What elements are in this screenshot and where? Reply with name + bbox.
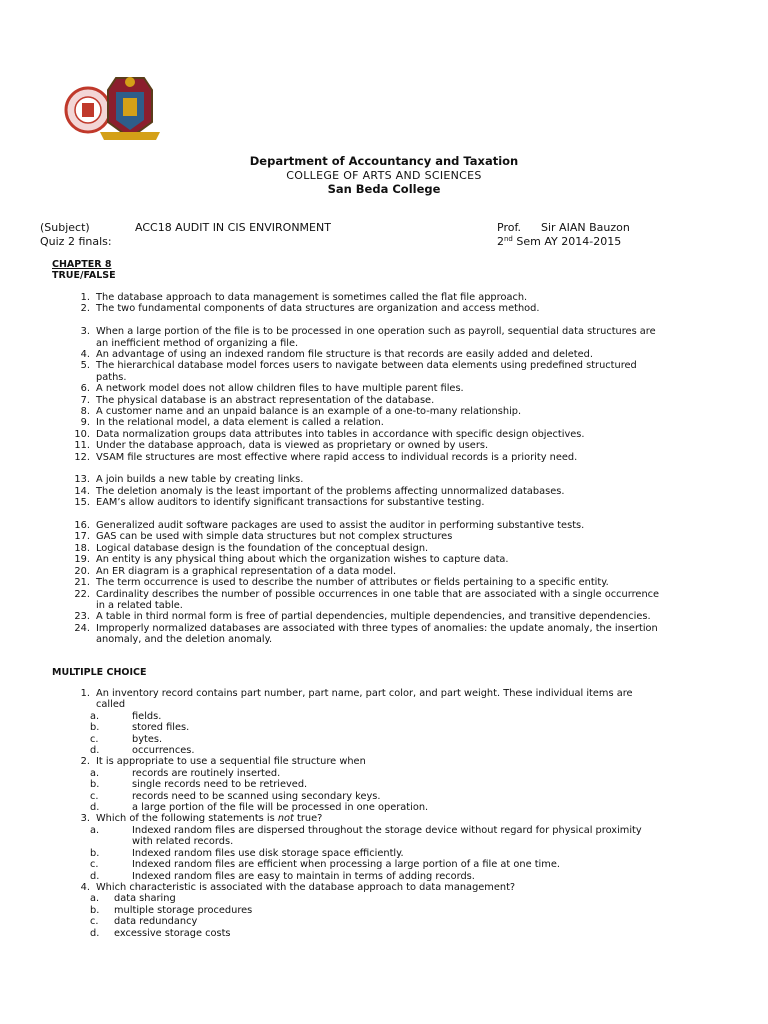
tf-item [56,520,662,531]
item-number: 3. [80,326,90,338]
spacer [56,509,662,520]
mc-question [56,688,662,711]
item-number: 11. [74,440,90,452]
tf-item [56,417,662,428]
choice-option [56,871,662,882]
college-logos [60,72,170,142]
item-text: When a large portion of the file is to be processed in one operation such as payroll, sequential data structures are an inefficient method of organizing a file. [96,326,656,349]
item-number: 1. [80,292,90,303]
item-text: A table in third normal form is free of partial dependencies, multiple dependencies, and transitive dependencies. [96,611,651,623]
item-text: Logical database design is the foundation of the conceptual design. [96,542,429,554]
tf-item [56,326,662,349]
item-text: An entity is any physical thing about which the organization wishes to capture data. [96,554,509,566]
item-text: GAS can be used with simple data structures but not complex structures [96,531,453,543]
seal-icon [60,72,170,142]
question-text: An inventory record contains part number, part name, part color, and part weight. These individual items are called [96,688,633,711]
item-text: The physical database is an abstract representation of the database. [96,394,435,406]
choice-text: records are routinely inserted. [132,767,281,779]
choice-option [56,791,662,802]
item-number: 20. [74,565,90,577]
tf-item [56,497,662,508]
quiz-label: Quiz 2 finals: [40,235,112,248]
tf-item [56,543,662,554]
choice-text: records need to be scanned using secondary keys. [132,790,381,802]
subject-label: (Subject) [40,221,90,234]
choice-letter: a. [90,710,100,722]
choice-text: data sharing [114,893,176,905]
item-text: The deletion anomaly is the least important of the problems affecting unnormalized databases. [96,485,565,497]
item-text: Improperly normalized databases are associated with three types of anomalies: the update anomaly, the insertion anomaly, and the deletion anomaly. [96,622,658,646]
tf-item [56,531,662,542]
multiple-choice-list [56,688,662,939]
prof-label: Prof. [497,221,522,234]
item-number: 19. [74,554,90,566]
item-number: 2. [80,303,90,315]
multiple-choice-heading: MULTIPLE CHOICE [52,667,147,678]
item-text: The two fundamental components of data structures are organization and access method. [96,303,540,315]
choice-text: fields. [132,710,162,722]
item-text: Data normalization groups data attributes into tables in accordance with specific design objectives. [96,428,585,440]
tf-item [56,589,662,612]
choice-option [56,722,662,733]
item-number: 23. [74,611,90,623]
subject-name: ACC18 AUDIT IN CIS ENVIRONMENT [135,221,331,234]
item-text: A join builds a new table by creating links. [96,474,304,486]
department-title: Department of Accountancy and Taxation [249,154,519,168]
item-number: 13. [74,474,90,486]
choice-option [56,905,662,916]
choice-option [56,859,662,870]
school-name: San Beda College [327,182,441,196]
choice-letter: c. [90,733,99,745]
choice-option [56,734,662,745]
mc-question [56,813,662,824]
item-number: 5. [80,360,90,372]
tf-item [56,383,662,394]
choice-text: single records need to be retrieved. [132,779,308,791]
tf-item [56,554,662,565]
item-number: 24. [74,622,90,634]
tf-item [56,611,662,622]
tf-item [56,303,662,314]
choice-letter: d. [90,802,100,814]
true-false-heading: TRUE/FALSE [52,270,116,281]
choice-text: multiple storage procedures [114,904,253,916]
choice-letter: a. [90,767,100,779]
choice-text: data redundancy [114,916,198,928]
question-number: 1. [80,688,90,699]
item-number: 18. [74,542,90,554]
tf-item [56,452,662,463]
item-text: VSAM file structures are most effective where rapid access to individual records is a priority need. [96,451,578,463]
choice-option [56,768,662,779]
choice-option [56,779,662,790]
choice-text: stored files. [132,722,190,734]
tf-item [56,486,662,497]
item-text: The database approach to data management is sometimes called the flat file approach. [96,292,528,303]
question-number: 4. [80,881,90,893]
tf-item [56,566,662,577]
semester-label: 2nd Sem AY 2014-2015 [497,235,622,248]
tf-item [56,292,662,303]
choice-letter: a. [90,893,100,905]
tf-item [56,395,662,406]
item-text: The hierarchical database model forces users to navigate between data elements using predefined structured paths. [96,360,637,383]
tf-item [56,429,662,440]
item-text: Cardinality describes the number of possible occurrences in one table that are associated with a single occurrence in a related table. [96,588,660,611]
tf-item [56,440,662,451]
choice-text: Indexed random files are easy to maintain in terms of adding records. [132,870,475,882]
college-name: COLLEGE OF ARTS AND SCIENCES [286,169,482,182]
chapter-heading: CHAPTER 8 [52,259,112,270]
choice-letter: d. [90,745,100,757]
emphasis: not [277,813,294,825]
item-text: An ER diagram is a graphical representation of a data model. [96,565,397,577]
choice-option [56,825,662,848]
item-number: 12. [74,451,90,463]
mc-question [56,882,662,893]
choice-option [56,893,662,904]
item-number: 21. [74,577,90,589]
question-text: Which of the following statements is not true? [96,813,323,825]
item-text: A customer name and an unpaid balance is an example of a one-to-many relationship. [96,406,522,418]
item-text: The term occurrence is used to describe the number of attributes or fields pertaining to a specific entity. [96,577,609,589]
item-text: Generalized audit software packages are used to assist the auditor in performing substantive tests. [96,520,585,532]
choice-letter: b. [90,779,100,791]
item-number: 15. [74,497,90,509]
item-number: 16. [74,520,90,532]
spacer [56,315,662,326]
tf-item [56,474,662,485]
item-number: 10. [74,428,90,440]
item-number: 14. [74,485,90,497]
question-number: 3. [80,813,90,825]
choice-letter: d. [90,927,100,939]
item-text: A network model does not allow children files to have multiple parent files. [96,383,464,395]
choice-letter: a. [90,824,100,836]
choice-option [56,916,662,927]
tf-item [56,406,662,417]
choice-text: a large portion of the file will be processed in one operation. [132,802,429,814]
item-text: In the relational model, a data element is called a relation. [96,417,384,429]
choice-text: Indexed random files are efficient when processing a large portion of a file at one time. [132,859,560,871]
choice-text: Indexed random files are dispersed throughout the storage device without regard for physical proximity with related records. [132,824,642,848]
choice-letter: d. [90,870,100,882]
item-text: An advantage of using an indexed random file structure is that records are easily added and deleted. [96,349,593,361]
choice-text: occurrences. [132,745,195,757]
prof-name: Sir AIAN Bauzon [541,221,630,234]
item-number: 7. [80,394,90,406]
tf-item [56,349,662,360]
tf-item [56,360,662,383]
item-number: 9. [80,417,90,429]
choice-letter: c. [90,790,99,802]
choice-option [56,928,662,939]
question-text: Which characteristic is associated with the database approach to data management? [96,881,516,893]
choice-text: excessive storage costs [114,927,231,939]
item-text: Under the database approach, data is viewed as proprietary or owned by users. [96,440,489,452]
item-number: 17. [74,531,90,543]
item-number: 6. [80,383,90,395]
item-number: 8. [80,406,90,418]
choice-letter: b. [90,904,100,916]
mc-question [56,756,662,767]
choice-letter: c. [90,859,99,871]
choice-letter: b. [90,722,100,734]
spacer [56,463,662,474]
choice-option [56,711,662,722]
choice-letter: b. [90,847,100,859]
item-text: EAM’s allow auditors to identify significant transactions for substantive testing. [96,497,485,509]
tf-item [56,577,662,588]
choice-letter: c. [90,916,99,928]
choice-option [56,802,662,813]
tf-item [56,623,662,646]
item-number: 4. [80,349,90,361]
choice-text: Indexed random files use disk storage space efficiently. [132,847,404,859]
question-number: 2. [80,756,90,768]
choice-option [56,848,662,859]
item-number: 22. [74,588,90,600]
choice-text: bytes. [132,733,163,745]
question-text: It is appropriate to use a sequential file structure when [96,756,366,768]
choice-option [56,745,662,756]
true-false-list [56,292,662,646]
